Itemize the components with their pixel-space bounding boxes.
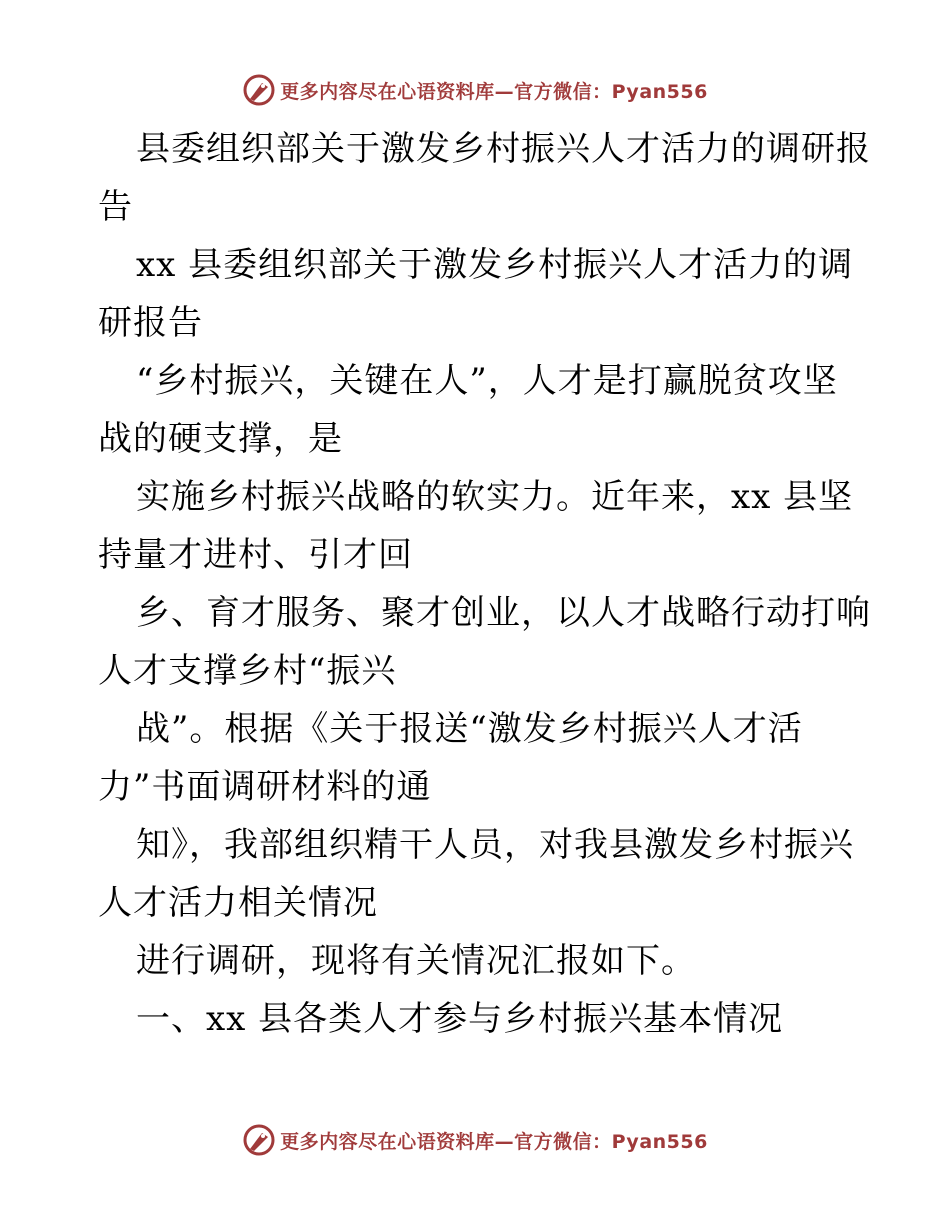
document-line: 持量才进村、引才回: [98, 535, 413, 575]
document-line: 一、xx 县各类人才参与乡村振兴基本情况: [136, 999, 784, 1039]
document-line: 人才活力相关情况: [98, 883, 378, 923]
document-line: xx 县委组织部关于激发乡村振兴人才活力的调: [136, 245, 854, 285]
document-line: 乡、育才服务、聚才创业，以人才战略行动打响: [136, 593, 871, 633]
document-line: 告: [98, 187, 133, 227]
document-line: 研报告: [98, 303, 203, 343]
header-watermark-text: 更多内容尽在心语资料库—官方微信：Pyan556: [280, 80, 708, 103]
document-body: [98, 120, 871, 1048]
document-line: 实施乡村振兴战略的软实力。近年来，xx 县坚: [136, 477, 854, 517]
pen-nib-logo-icon: [242, 73, 276, 107]
document-line: 人才支撑乡村“振兴: [98, 651, 397, 691]
document-line: 战的硬支撑，是: [98, 419, 343, 459]
document-line: 进行调研，现将有关情况汇报如下。: [136, 941, 696, 981]
header-watermark-banner: [0, 70, 950, 110]
document-line: “乡村振兴，关键在人”，人才是打赢脱贫攻坚: [136, 361, 838, 401]
document-line: 力”书面调研材料的通: [98, 767, 432, 807]
document-line: 知》，我部组织精干人员，对我县激发乡村振兴: [136, 825, 854, 865]
footer-watermark-text: 更多内容尽在心语资料库—官方微信：Pyan556: [280, 1130, 708, 1153]
footer-watermark-banner: [0, 1120, 950, 1160]
document-line: 战”。根据《关于报送“激发乡村振兴人才活: [136, 709, 803, 749]
pen-nib-logo-icon: [242, 1123, 276, 1157]
document-line: 县委组织部关于激发乡村振兴人才活力的调研报: [136, 129, 871, 169]
